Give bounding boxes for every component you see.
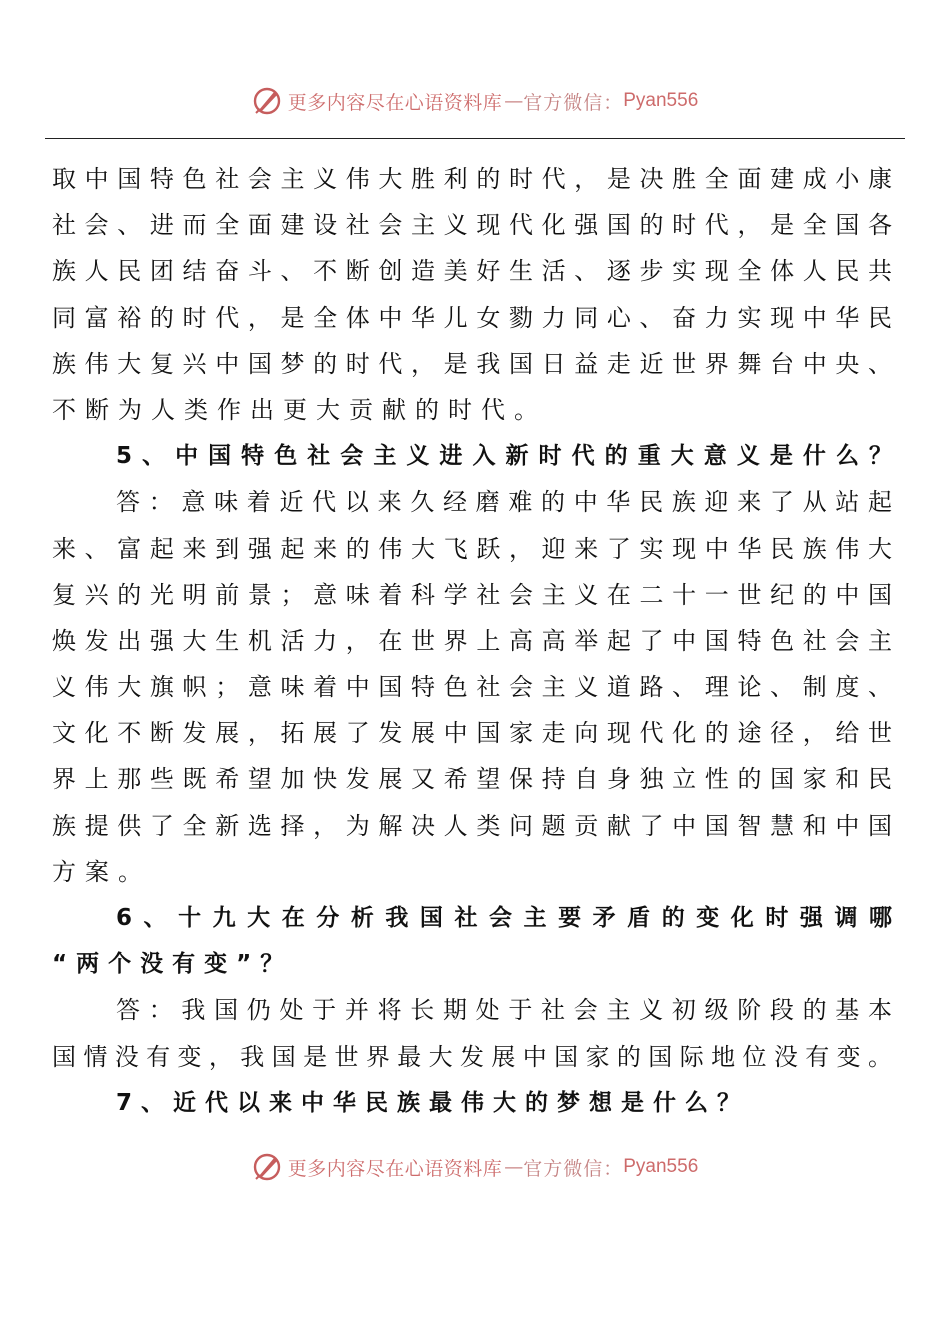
- body-line: 来、富起来到强起来的伟大飞跃，迎来了实现中华民族伟大: [52, 534, 892, 563]
- body-line: 义伟大旗帜；意味着中国特色社会主义道路、理论、制度、: [52, 673, 892, 702]
- body-line: 族人民团结奋斗、不断创造美好生活、逐步实现全体人民共: [52, 257, 892, 286]
- answer-line: 答：我国仍处于并将长期处于社会主义初级阶段的基本: [116, 996, 892, 1025]
- page-body: [52, 156, 892, 1126]
- body-line: 取中国特色社会主义伟大胜利的时代，是决胜全面建成小康: [52, 165, 892, 193]
- footer-banner: [0, 1152, 950, 1182]
- header-text: 更多内容尽在心语资料库: [287, 91, 503, 114]
- body-line: 族提供了全新选择，为解决人类问题贡献了中国智慧和中国: [52, 811, 892, 840]
- header-wechat-label: 官方微信：: [523, 91, 624, 114]
- header-banner: [0, 86, 950, 116]
- body-line: 文化不断发展，拓展了发展中国家走向现代化的途径，给世: [52, 719, 892, 748]
- question-heading: 6、十九大在分析我国社会主要矛盾的变化时强调哪: [116, 905, 892, 931]
- question-heading: “两个没有变”？: [52, 951, 293, 978]
- body-line: 社会、进而全面建设社会主义现代化强国的时代，是全国各: [52, 211, 892, 240]
- footer-separator: —: [504, 1156, 522, 1178]
- body-line: 国情没有变，我国是世界最大发展中国家的国际地位没有变。: [52, 1042, 892, 1071]
- body-line: 方案。: [52, 857, 151, 886]
- answer-line: 答：意味着近代以来久经磨难的中华民族迎来了从站起: [116, 488, 892, 517]
- footer-wechat-label: 官方微信：: [523, 1157, 624, 1180]
- header-divider: [45, 138, 905, 139]
- body-line: 不断为人类作出更大贡献的时代。: [52, 395, 547, 424]
- body-line: 焕发出强大生机活力，在世界上高高举起了中国特色社会主: [52, 626, 892, 655]
- body-line: 界上那些既希望加快发展又希望保持自身独立性的国家和民: [52, 765, 892, 794]
- question-heading: 7、近代以来中华民族最伟大的梦想是什么？: [116, 1089, 750, 1116]
- body-line: 复兴的光明前景；意味着科学社会主义在二十一世纪的中国: [52, 580, 892, 609]
- body-line: 族伟大复兴中国梦的时代，是我国日益走近世界舞台中央、: [52, 349, 892, 378]
- body-line: 同富裕的时代，是全体中华儿女勠力同心、奋力实现中华民: [52, 303, 892, 332]
- header-separator: —: [504, 90, 522, 112]
- header-wechat-id: Pyan556: [623, 90, 699, 111]
- footer-text: 更多内容尽在心语资料库: [287, 1157, 503, 1180]
- quill-pen-logo-icon: [252, 86, 282, 116]
- quill-pen-logo-icon: [252, 1152, 282, 1182]
- question-heading: 5、中国特色社会主义进入新时代的重大意义是什么？: [116, 443, 892, 470]
- footer-wechat-id: Pyan556: [623, 1156, 699, 1177]
